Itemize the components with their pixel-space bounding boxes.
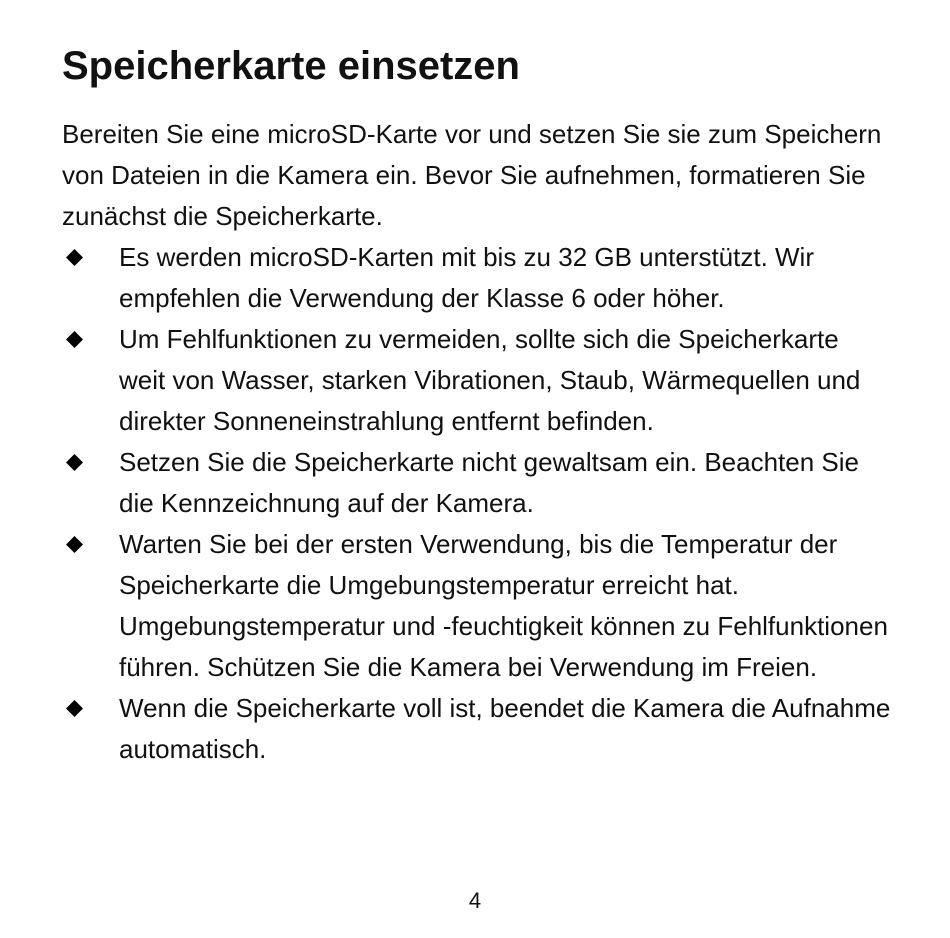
document-page bbox=[62, 40, 892, 770]
diamond-bullet-icon bbox=[66, 536, 83, 553]
diamond-bullet-icon bbox=[66, 331, 83, 348]
list-item-text: Um Fehlfunktionen zu vermeiden, sollte sich die Speicherkarte weit von Wasser, starken Vibrationen, Staub, Wärmequellen und direkter Sonneneinstrahlung entfernt befinden. bbox=[119, 324, 861, 436]
intro-paragraph: Bereiten Sie eine microSD-Karte vor und setzen Sie sie zum Speichern von Dateien in die Kamera ein. Bevor Sie aufnehmen, formatieren Sie zunächst die Speicherkarte. bbox=[62, 119, 882, 231]
list-item bbox=[62, 524, 892, 688]
list-item bbox=[62, 442, 892, 524]
list-item bbox=[62, 237, 892, 319]
diamond-bullet-icon bbox=[66, 249, 83, 266]
page-title: Speicherkarte einsetzen bbox=[62, 44, 520, 88]
list-item-text: Warten Sie bei der ersten Verwendung, bis die Temperatur der Speicherkarte die Umgebungstemperatur erreicht hat. Umgebungstemperatur und -feuchtigkeit können zu Fehlfunktionen führen. Schützen Sie die Kamera bei Verwendung im Freien. bbox=[119, 529, 888, 682]
page-number: 4 bbox=[468, 888, 482, 913]
list-item-text: Wenn die Speicherkarte voll ist, beendet die Kamera die Aufnahme automatisch. bbox=[119, 693, 891, 764]
bullet-list bbox=[62, 237, 892, 770]
list-item-text: Setzen Sie die Speicherkarte nicht gewaltsam ein. Beachten Sie die Kennzeichnung auf der Kamera. bbox=[119, 447, 859, 518]
list-item bbox=[62, 688, 892, 770]
diamond-bullet-icon bbox=[66, 454, 83, 471]
list-item bbox=[62, 319, 892, 442]
diamond-bullet-icon bbox=[66, 700, 83, 717]
list-item-text: Es werden microSD-Karten mit bis zu 32 GB unterstützt. Wir empfehlen die Verwendung der Klasse 6 oder höher. bbox=[119, 242, 814, 313]
